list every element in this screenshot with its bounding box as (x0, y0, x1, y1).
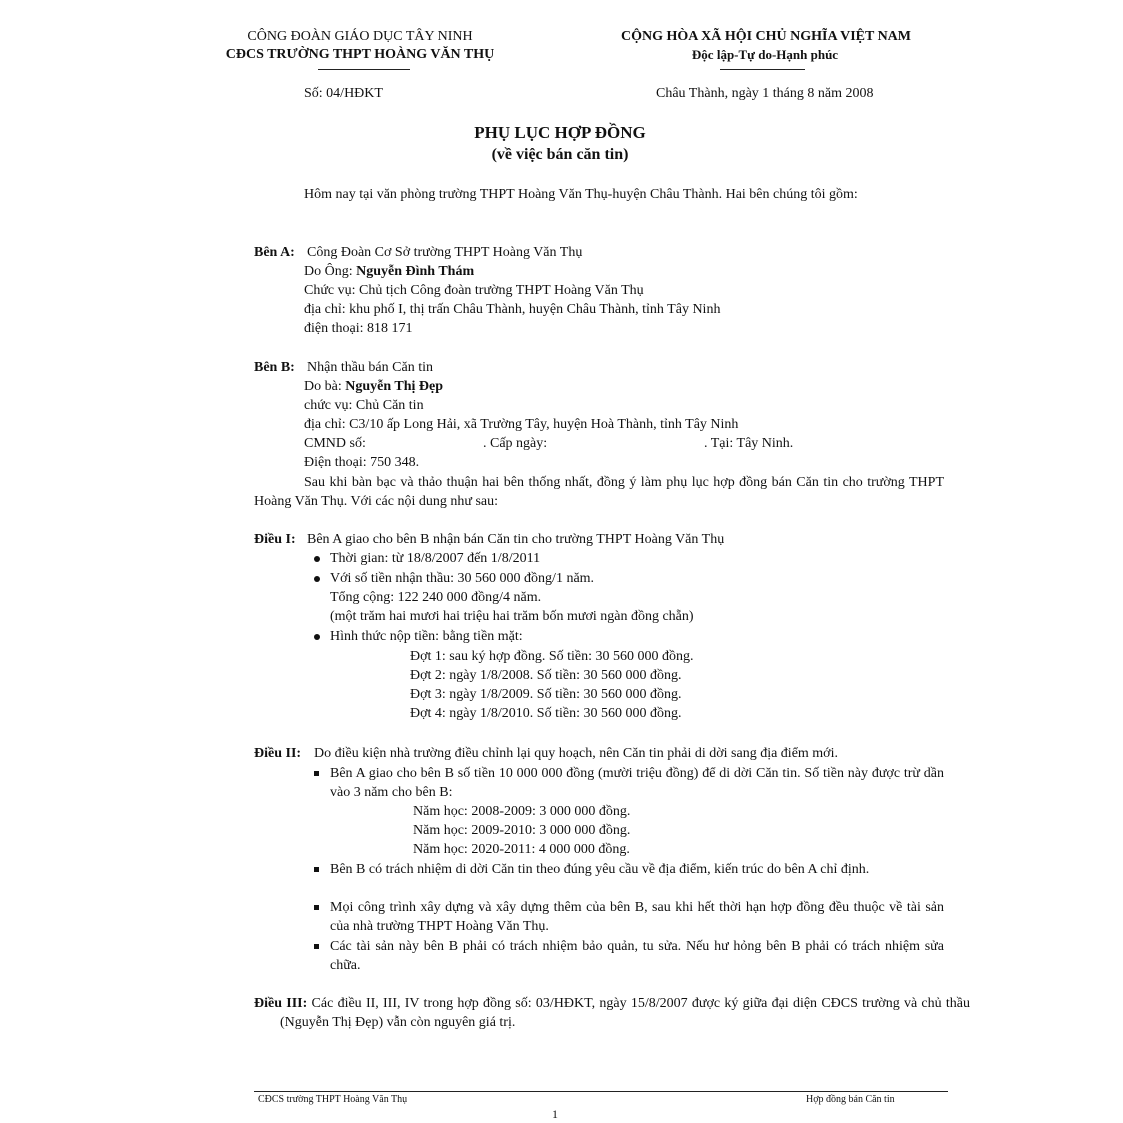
bullet-icon (314, 634, 320, 640)
document-title: PHỤ LỤC HỢP ĐỒNG (474, 123, 646, 142)
square-bullet-icon (314, 944, 319, 949)
party-b-issue-label: . Cấp ngày: (483, 436, 548, 451)
party-b-position: chức vụ: Chủ Căn tin (304, 398, 424, 413)
page-number: 1 (552, 1107, 558, 1121)
article-1-total: Tổng cộng: 122 240 000 đồng/4 năm. (330, 590, 542, 605)
school-name: CĐCS TRƯỜNG THPT HOÀNG VĂN THỤ (225, 47, 495, 62)
article-1-amount: Với số tiền nhận thầu: 30 560 000 đồng/1 năm. (330, 571, 595, 586)
agreement-paragraph: Sau khi bàn bạc và thảo thuận hai bên thống nhất, đồng ý làm phụ lục hợp đồng bán Căn tin cho trường THPT Hoàng Văn Thụ. Với các nội dung như sau: (254, 475, 944, 509)
article-2-item-4: Các tài sản này bên B phải có trách nhiệm bảo quản, tu sửa. Nếu hư hỏng bên B phải có trách nhiệm sửa chữa. (330, 939, 944, 973)
party-b-representative (304, 378, 443, 396)
party-a-phone: điện thoại: 818 171 (304, 321, 413, 336)
footer-right: Hợp đồng bán Căn tin (806, 1094, 895, 1105)
article-2-text: Do điều kiện nhà trường điều chỉnh lại quy hoạch, nên Căn tin phải di dời sang địa điểm mới. (314, 746, 838, 761)
party-b-phone: Điện thoại: 750 348. (304, 455, 420, 470)
party-a-position: Chức vụ: Chủ tịch Công đoàn trường THPT Hoàng Văn Thụ (304, 283, 644, 298)
footer-divider (254, 1091, 948, 1092)
article-3-paragraph (254, 994, 970, 1032)
party-a-name: Công Đoàn Cơ Sở trường THPT Hoàng Văn Thụ (307, 245, 583, 260)
document-subtitle: (về việc bán căn tin) (491, 146, 629, 163)
school-year-item: Năm học: 2008-2009: 3 000 000 đồng. (413, 804, 631, 819)
national-title: CỘNG HÒA XÃ HỘI CHỦ NGHĨA VIỆT NAM (620, 29, 911, 44)
installment-item: Đợt 3: ngày 1/8/2009. Số tiền: 30 560 000 đồng. (410, 687, 682, 702)
article-1-label: Điều I: (254, 532, 296, 547)
installment-item: Đợt 2: ngày 1/8/2008. Số tiền: 30 560 000 đồng. (410, 668, 682, 683)
party-a-rep-name: Nguyễn Đình Thám (356, 264, 475, 279)
footer-left: CĐCS trường THPT Hoàng Văn Thụ (258, 1094, 408, 1105)
installment-item: Đợt 4: ngày 1/8/2010. Số tiền: 30 560 000 đồng. (410, 706, 682, 721)
party-a-address: địa chỉ: khu phố I, thị trấn Châu Thành, huyện Châu Thành, tỉnh Tây Ninh (304, 302, 721, 317)
left-header-divider (318, 69, 410, 70)
article-3-text: Các điều II, III, IV trong hợp đồng số: 03/HĐKT, ngày 15/8/2007 được ký giữa đại diện CĐCS trường và chủ thầu (Nguyễn Thị Đẹp) vẫn còn nguyên giá trị. (280, 996, 971, 1030)
org-name: CÔNG ĐOÀN GIÁO DỤC TÂY NINH (247, 29, 473, 44)
place-date: Châu Thành, ngày 1 tháng 8 năm 2008 (656, 86, 874, 101)
school-year-item: Năm học: 2009-2010: 3 000 000 đồng. (413, 823, 631, 838)
article-2-item-2: Bên B có trách nhiệm di dời Căn tin theo đúng yêu cầu về địa điểm, kiến trúc do bên A chỉ định. (330, 862, 870, 877)
article-2-item-1: Bên A giao cho bên B số tiền 10 000 000 đồng (mười triệu đồng) để di dời Căn tin. Số tiền này được trừ dần vào 3 năm cho bên B: (330, 766, 944, 800)
article-1-text: Bên A giao cho bên B nhận bán Căn tin cho trường THPT Hoàng Văn Thụ (307, 532, 725, 547)
article-1-payment-method: Hình thức nộp tiền: bằng tiền mặt: (330, 629, 523, 644)
party-b-rep-name: Nguyễn Thị Đẹp (345, 379, 443, 394)
party-a-rep-prefix: Do Ông: (304, 264, 357, 279)
article-1-in-words: (một trăm hai mươi hai triệu hai trăm bốn mươi ngàn đồng chẵn) (330, 609, 694, 624)
intro-paragraph: Hôm nay tại văn phòng trường THPT Hoàng Văn Thụ-huyện Châu Thành. Hai bên chúng tôi gồm: (304, 187, 858, 202)
bullet-icon (314, 576, 320, 582)
party-b-place-label: . Tại: Tây Ninh. (704, 436, 794, 451)
square-bullet-icon (314, 867, 319, 872)
document-number: Số: 04/HĐKT (304, 86, 383, 101)
party-a-label: Bên A: (254, 245, 295, 260)
article-3-label: Điều III: (254, 996, 308, 1011)
national-motto: Độc lập-Tự do-Hạnh phúc (691, 47, 839, 62)
school-year-item: Năm học: 2020-2011: 4 000 000 đồng. (413, 842, 630, 857)
party-a-representative (304, 263, 474, 281)
square-bullet-icon (314, 905, 319, 910)
installment-item: Đợt 1: sau ký hợp đồng. Số tiền: 30 560 000 đồng. (410, 649, 694, 664)
right-header-divider (720, 69, 805, 70)
article-2-label: Điều II: (254, 746, 302, 761)
article-2-item-3: Mọi công trình xây dựng và xây dựng thêm của bên B, sau khi hết thời hạn hợp đồng đều thuộc về tài sản của nhà trường THPT Hoàng Văn Thụ. (330, 900, 944, 934)
party-b-label: Bên B: (254, 360, 295, 375)
square-bullet-icon (314, 771, 319, 776)
bullet-icon (314, 556, 320, 562)
article-1-time: Thời gian: từ 18/8/2007 đến 1/8/2011 (330, 551, 541, 566)
party-b-name: Nhận thầu bán Căn tin (307, 360, 433, 375)
party-b-address: địa chỉ: C3/10 ấp Long Hải, xã Trường Tây, huyện Hoà Thành, tỉnh Tây Ninh (304, 417, 739, 432)
party-b-rep-prefix: Do bà: (304, 379, 346, 394)
party-b-id-label: CMND số: (304, 436, 366, 451)
